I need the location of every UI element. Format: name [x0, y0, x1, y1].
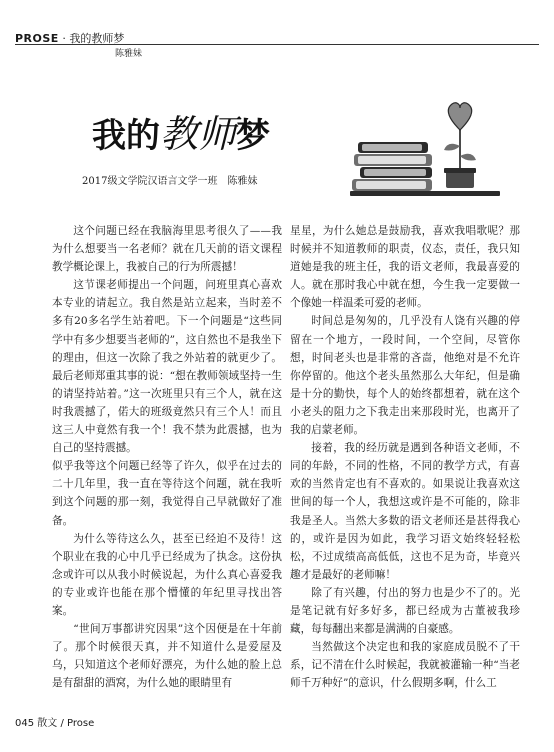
section-prose: PROSE [15, 32, 59, 45]
paragraph: 星星，为什么她总是鼓励我，喜欢我唱歌呢？那时候并不知道教师的职责，仪态，责任，我只知道她是我的班主任，我的语文老师，我最喜爱的人。就在那时我心中就在想，今生我一定要做一个像她一样温柔可爱的老师。 [290, 225, 520, 310]
body-column-left [52, 222, 282, 692]
footer-label: 散文 [37, 718, 58, 729]
book-stack [352, 142, 432, 191]
paragraph: 当然做这个决定也和我的家庭成员脱不了干系，记不清在什么时候起，我就被灌输一种“当老师千万种好”的意识，什么假期多啊，什么工 [290, 641, 520, 690]
page-footer [15, 714, 94, 729]
byline: 2017级文学院汉语言文学一班 陈雅妹 [82, 176, 258, 187]
title-part-2: 教师 [160, 112, 237, 156]
page-number: 045 [15, 718, 35, 729]
shelf [350, 191, 500, 196]
section-title: 我的教师梦 [69, 32, 125, 45]
potted-heart-plant [444, 103, 476, 188]
title-part-1: 我的 [92, 116, 160, 156]
section-separator: · [62, 32, 66, 45]
running-header [15, 30, 539, 58]
books-and-plant-illustration [350, 98, 500, 208]
paragraph: 为什么等待这么久，甚至已经迫不及待！这个职业在我的心中几乎已经成为了执念。这份执念或许可以从我小时候说起，为什么真心喜爱我的专业或许也能在那个懵懂的年纪里寻找出答案。 [52, 532, 282, 617]
title-part-3: 梦 [236, 116, 271, 156]
paragraph: 接着，我的经历就是遇到各种语文老师，不同的年龄，不同的性格，不同的教学方式，有喜欢的当然肯定也有不喜欢的。如果说让我喜欢这世间的每一个人，我想这或许是不可能的，除非我是圣人。当然大多数的语文老师还是甚得我心的，或许是因为如此，我学习语文始终轻轻松松，不过成绩高高低低，这也不足为奇，毕竟兴趣才是最好的老师嘛！ [290, 442, 520, 581]
paragraph: “世间万事都讲究因果”这个因便是在十年前了。那个时候很天真，并不知道什么是爱屋及乌，只知道这个老师好漂亮，为什么她的脸上总是有甜甜的酒窝，为什么她的眼睛里有 [52, 623, 282, 690]
body-column-right [290, 222, 520, 692]
paragraph: 这个问题已经在我脑海里思考很久了——我为什么想要当一名老师？就在几天前的语文课程教学概论课上，我被自己的行为所震撼！ [52, 225, 282, 274]
paragraph: 这节课老师提出一个问题，问班里真心喜欢本专业的请起立。我自然是站立起来，当时差不多有20多名学生站着吧。下一个问题是“这些同学中有多少想要当老师的”，这自然也不是我坐下的理由，但这一次除了我之外站着的就更少了。最后老师郑重其事的说：“想在教师领域坚持一生的请坚持站着。”这一次班里只有三个人，就在这时我震撼了，偌大的班级竟然只有三个人！而且这三人中竟然有我一个！我不禁为此震撼，也为自己的坚持震撼。 [52, 279, 282, 455]
footer-english: Prose [67, 718, 95, 729]
header-author: 陈雅妹 [115, 49, 143, 59]
paragraph: 时间总是匆匆的，几乎没有人饶有兴趣的停留在一个地方，一段时间，一个空间，尽管你想，时间老头也是非常的吝啬，他绝对是不允许你停留的。他这个老头虽然那么大年纪，但是确是十分的勤快，每个人的始终都想着，就在这个小老头的阻力之下我走出来那段时光，也离开了我的启蒙老师。 [290, 315, 520, 437]
footer-slash: / [60, 718, 64, 729]
paragraph: 似乎我等这个问题已经等了许久，似乎在过去的二十几年里，我一直在等待这个问题，就在我听到这个问题的那一刻，我觉得自己早就做好了准备。 [52, 460, 282, 527]
article-title [92, 110, 337, 158]
paragraph: 除了有兴趣，付出的努力也是少不了的。光是笔记就有好多好多，都已经成为古董被我珍藏，每每翻出来都是满满的自豪感。 [290, 586, 520, 636]
header-rule [15, 44, 539, 45]
